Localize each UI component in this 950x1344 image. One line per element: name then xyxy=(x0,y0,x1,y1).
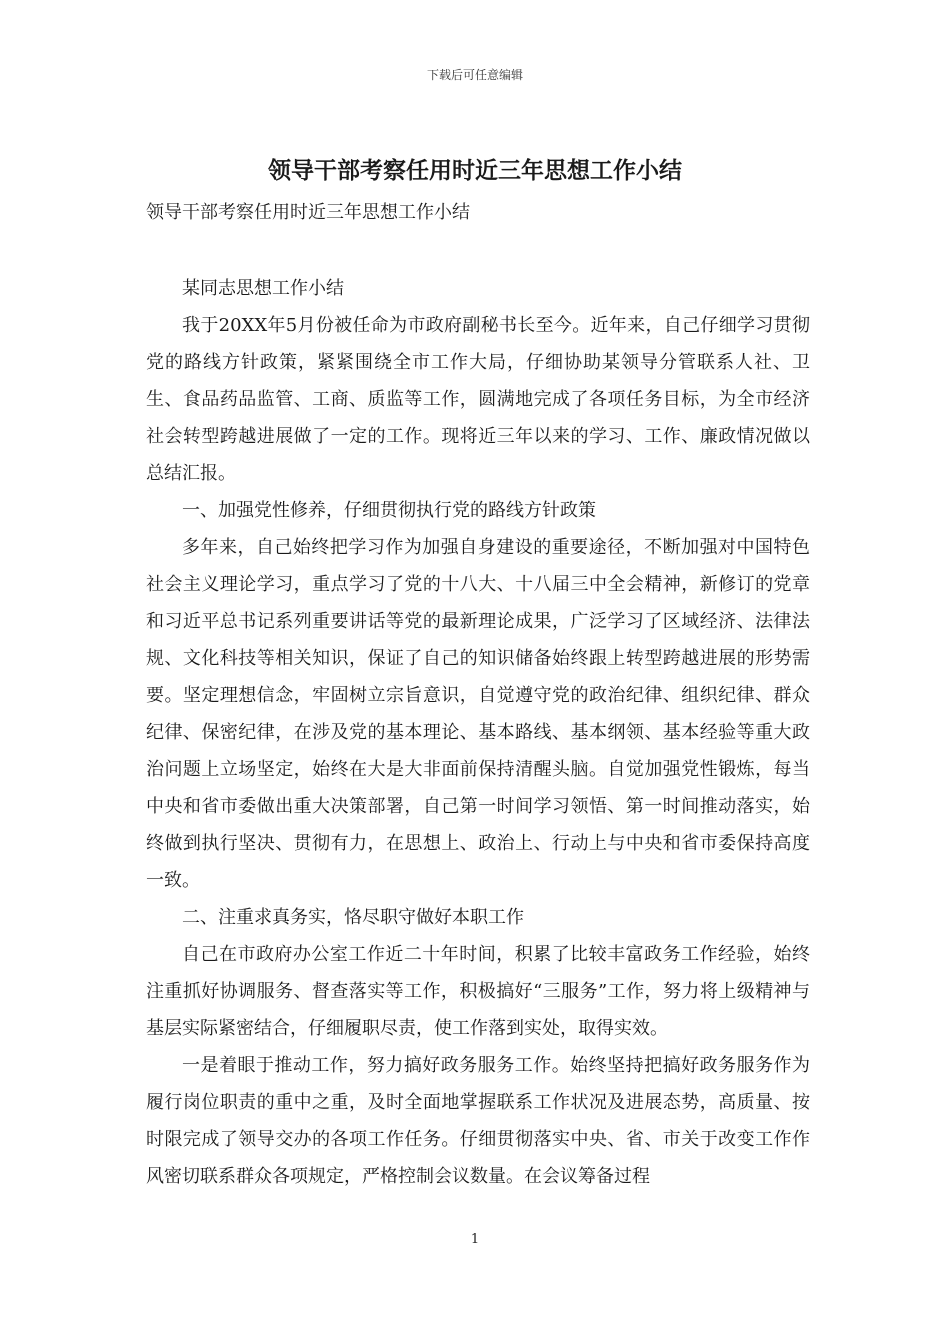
paragraph-intro: 我于20XX年5月份被任命为市政府副秘书长至今。近年来，自己仔细学习贯彻党的路线方针政策，紧紧围绕全市工作大局，仔细协助某领导分管联系人社、卫生、食品药品监管、工商、质监等工作，圆满地完成了各项任务目标，为全市经济社会转型跨越进展做了一定的工作。现将近三年以来的学习、工作、廉政情况做以总结汇报。 xyxy=(146,315,810,484)
page-number: 1 xyxy=(470,1232,480,1247)
page-header-note: 下载后可任意编辑 xyxy=(426,68,523,82)
document-body xyxy=(146,270,810,1195)
paragraph-section-2: 自己在市政府办公室工作近二十年时间，积累了比较丰富政务工作经验，始终注重抓好协调服务、督查落实等工作，积极搞好“三服务”工作，努力将上级精神与基层实际紧密结合，仔细履职尽责，使工作落到实处，取得实效。 xyxy=(146,944,810,1039)
document-title: 领导干部考察任用时近三年思想工作小结 xyxy=(268,157,682,184)
document-subtitle: 领导干部考察任用时近三年思想工作小结 xyxy=(146,202,470,223)
section-heading-1: 一、加强党性修养，仔细贯彻执行党的路线方针政策 xyxy=(182,500,596,521)
paragraph-point-1: 一是着眼于推动工作，努力搞好政务服务工作。始终坚持把搞好政务服务作为履行岗位职责的重中之重，及时全面地掌握联系工作状况及进展态势，高质量、按时限完成了领导交办的各项工作任务。仔细贯彻落实中央、省、市关于改变工作作风密切联系群众各项规定，严格控制会议数量。在会议筹备过程 xyxy=(146,1055,810,1187)
paragraph-salutation: 某同志思想工作小结 xyxy=(182,278,344,299)
section-heading-2: 二、注重求真务实，恪尽职守做好本职工作 xyxy=(182,907,524,928)
paragraph-section-1: 多年来，自己始终把学习作为加强自身建设的重要途径，不断加强对中国特色社会主义理论学习，重点学习了党的十八大、十八届三中全会精神，新修订的党章和习近平总书记系列重要讲话等党的最新理论成果，广泛学习了区域经济、法律法规、文化科技等相关知识，保证了自己的知识储备始终跟上转型跨越进展的形势需要。坚定理想信念，牢固树立宗旨意识，自觉遵守党的政治纪律、组织纪律、群众纪律、保密纪律，在涉及党的基本理论、基本路线、基本纲领、基本经验等重大政治问题上立场坚定，始终在大是大非面前保持清醒头脑。自觉加强党性锻炼，每当中央和省市委做出重大决策部署，自己第一时间学习领悟、第一时间推动落实，始终做到执行坚决、贯彻有力，在思想上、政治上、行动上与中央和省市委保持高度一致。 xyxy=(146,537,810,891)
